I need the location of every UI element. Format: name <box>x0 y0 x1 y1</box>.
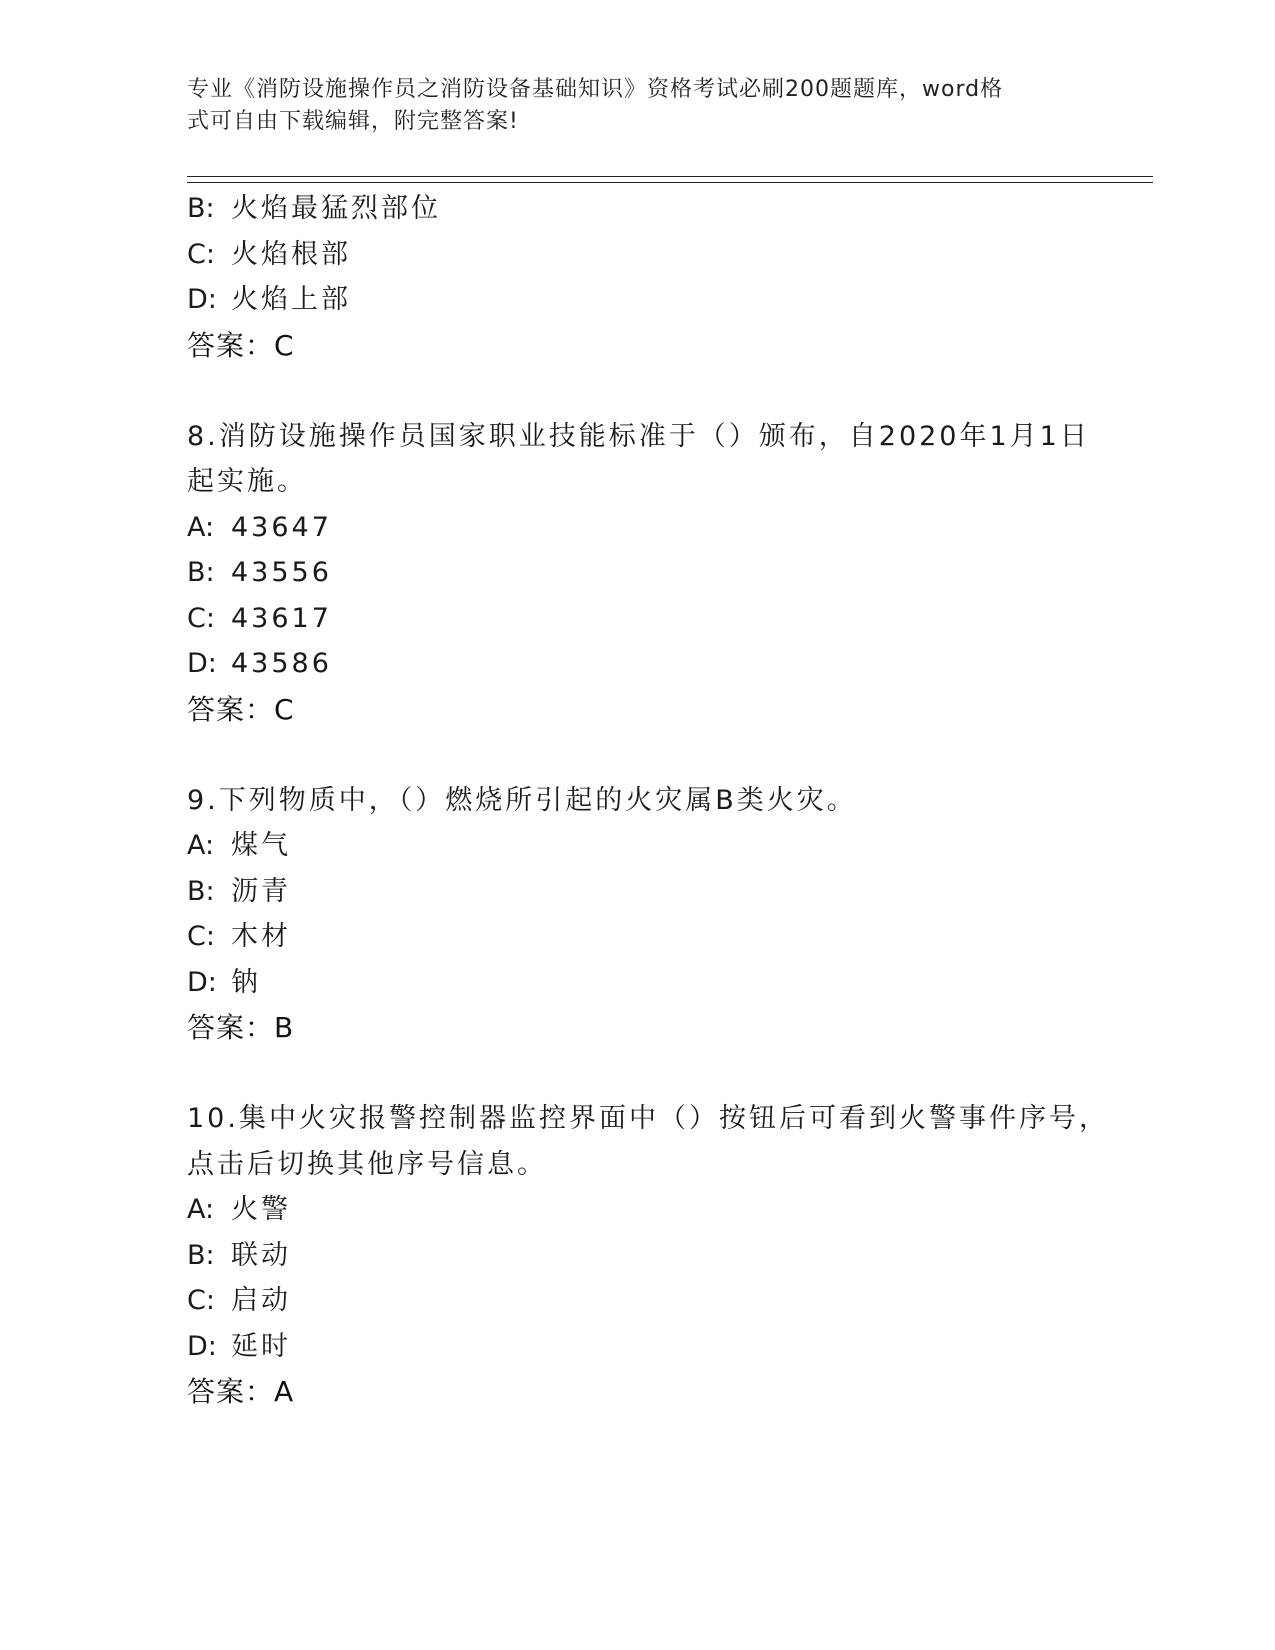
option-c <box>187 1278 1087 1324</box>
option-key: A: <box>187 830 215 861</box>
question-stem-line: 起实施。 <box>187 466 307 497</box>
option-text: 启动 <box>231 1285 291 1316</box>
option-text: 43647 <box>231 511 332 543</box>
question-8 <box>187 414 1090 733</box>
option-b <box>187 869 1087 915</box>
option-text: 43556 <box>231 557 332 588</box>
option-text: 火焰最猛烈部位 <box>231 193 441 224</box>
option-a <box>187 823 1087 869</box>
option-key: B: <box>187 1239 215 1271</box>
option-d <box>187 960 1087 1006</box>
question-7-tail <box>187 186 1087 369</box>
question-stem-line: 点击后切换其他序号信息。 <box>187 1148 547 1180</box>
document-header <box>187 74 1067 138</box>
question-stem-line: 8.消防设施操作员国家职业技能标准于（）颁布，自2020年1月1日 <box>187 420 1090 452</box>
option-key: D: <box>187 648 217 679</box>
option-key: D: <box>187 1330 217 1362</box>
question-stem-line: 10.集中火灾报警控制器监控界面中（）按钮后可看到火警事件序号， <box>187 1103 1109 1134</box>
option-b <box>187 186 1087 232</box>
option-text: 钠 <box>231 966 261 998</box>
option-key: A: <box>187 1194 215 1225</box>
option-text: 43617 <box>231 602 332 634</box>
option-text: 火焰根部 <box>231 238 351 270</box>
question-9 <box>187 778 1087 1052</box>
header-line-1: 专业《消防设施操作员之消防设备基础知识》资格考试必刷200题题库，word格 <box>187 77 1004 102</box>
option-text: 火焰上部 <box>231 284 351 315</box>
option-key: D: <box>187 284 217 315</box>
option-key: C: <box>187 238 215 270</box>
option-a <box>187 505 1087 551</box>
option-key: B: <box>187 193 215 224</box>
option-text: 43586 <box>231 648 332 679</box>
option-c <box>187 914 1087 960</box>
option-text: 木材 <box>231 921 291 952</box>
question-10 <box>187 1096 1109 1415</box>
option-d <box>187 277 1087 323</box>
option-key: A: <box>187 511 215 543</box>
answer-line: 答案：C <box>187 692 295 726</box>
question-stem-line: 9.下列物质中，（）燃烧所引起的火灾属B类火灾。 <box>187 784 857 816</box>
option-key: C: <box>187 602 215 634</box>
option-d <box>187 1324 1087 1370</box>
answer-line: 答案：C <box>187 328 295 362</box>
header-divider-bottom <box>187 182 1153 183</box>
option-text: 煤气 <box>231 830 291 861</box>
option-c <box>187 232 1087 278</box>
header-line-2: 式可自由下载编辑，附完整答案! <box>187 109 519 134</box>
option-text: 火警 <box>231 1194 291 1225</box>
option-b <box>187 550 1087 596</box>
option-b <box>187 1233 1087 1279</box>
header-divider-top <box>187 176 1153 177</box>
option-text: 联动 <box>231 1239 291 1271</box>
option-d <box>187 641 1087 687</box>
option-a <box>187 1187 1087 1233</box>
question-list <box>187 186 1109 1460</box>
option-key: C: <box>187 1285 215 1316</box>
option-text: 延时 <box>231 1330 291 1362</box>
answer-line: 答案：A <box>187 1375 295 1408</box>
option-key: D: <box>187 966 217 998</box>
option-key: B: <box>187 557 215 588</box>
option-key: B: <box>187 875 215 907</box>
option-c <box>187 596 1087 642</box>
answer-line: 答案：B <box>187 1011 295 1044</box>
option-text: 沥青 <box>231 875 291 907</box>
option-key: C: <box>187 921 215 952</box>
